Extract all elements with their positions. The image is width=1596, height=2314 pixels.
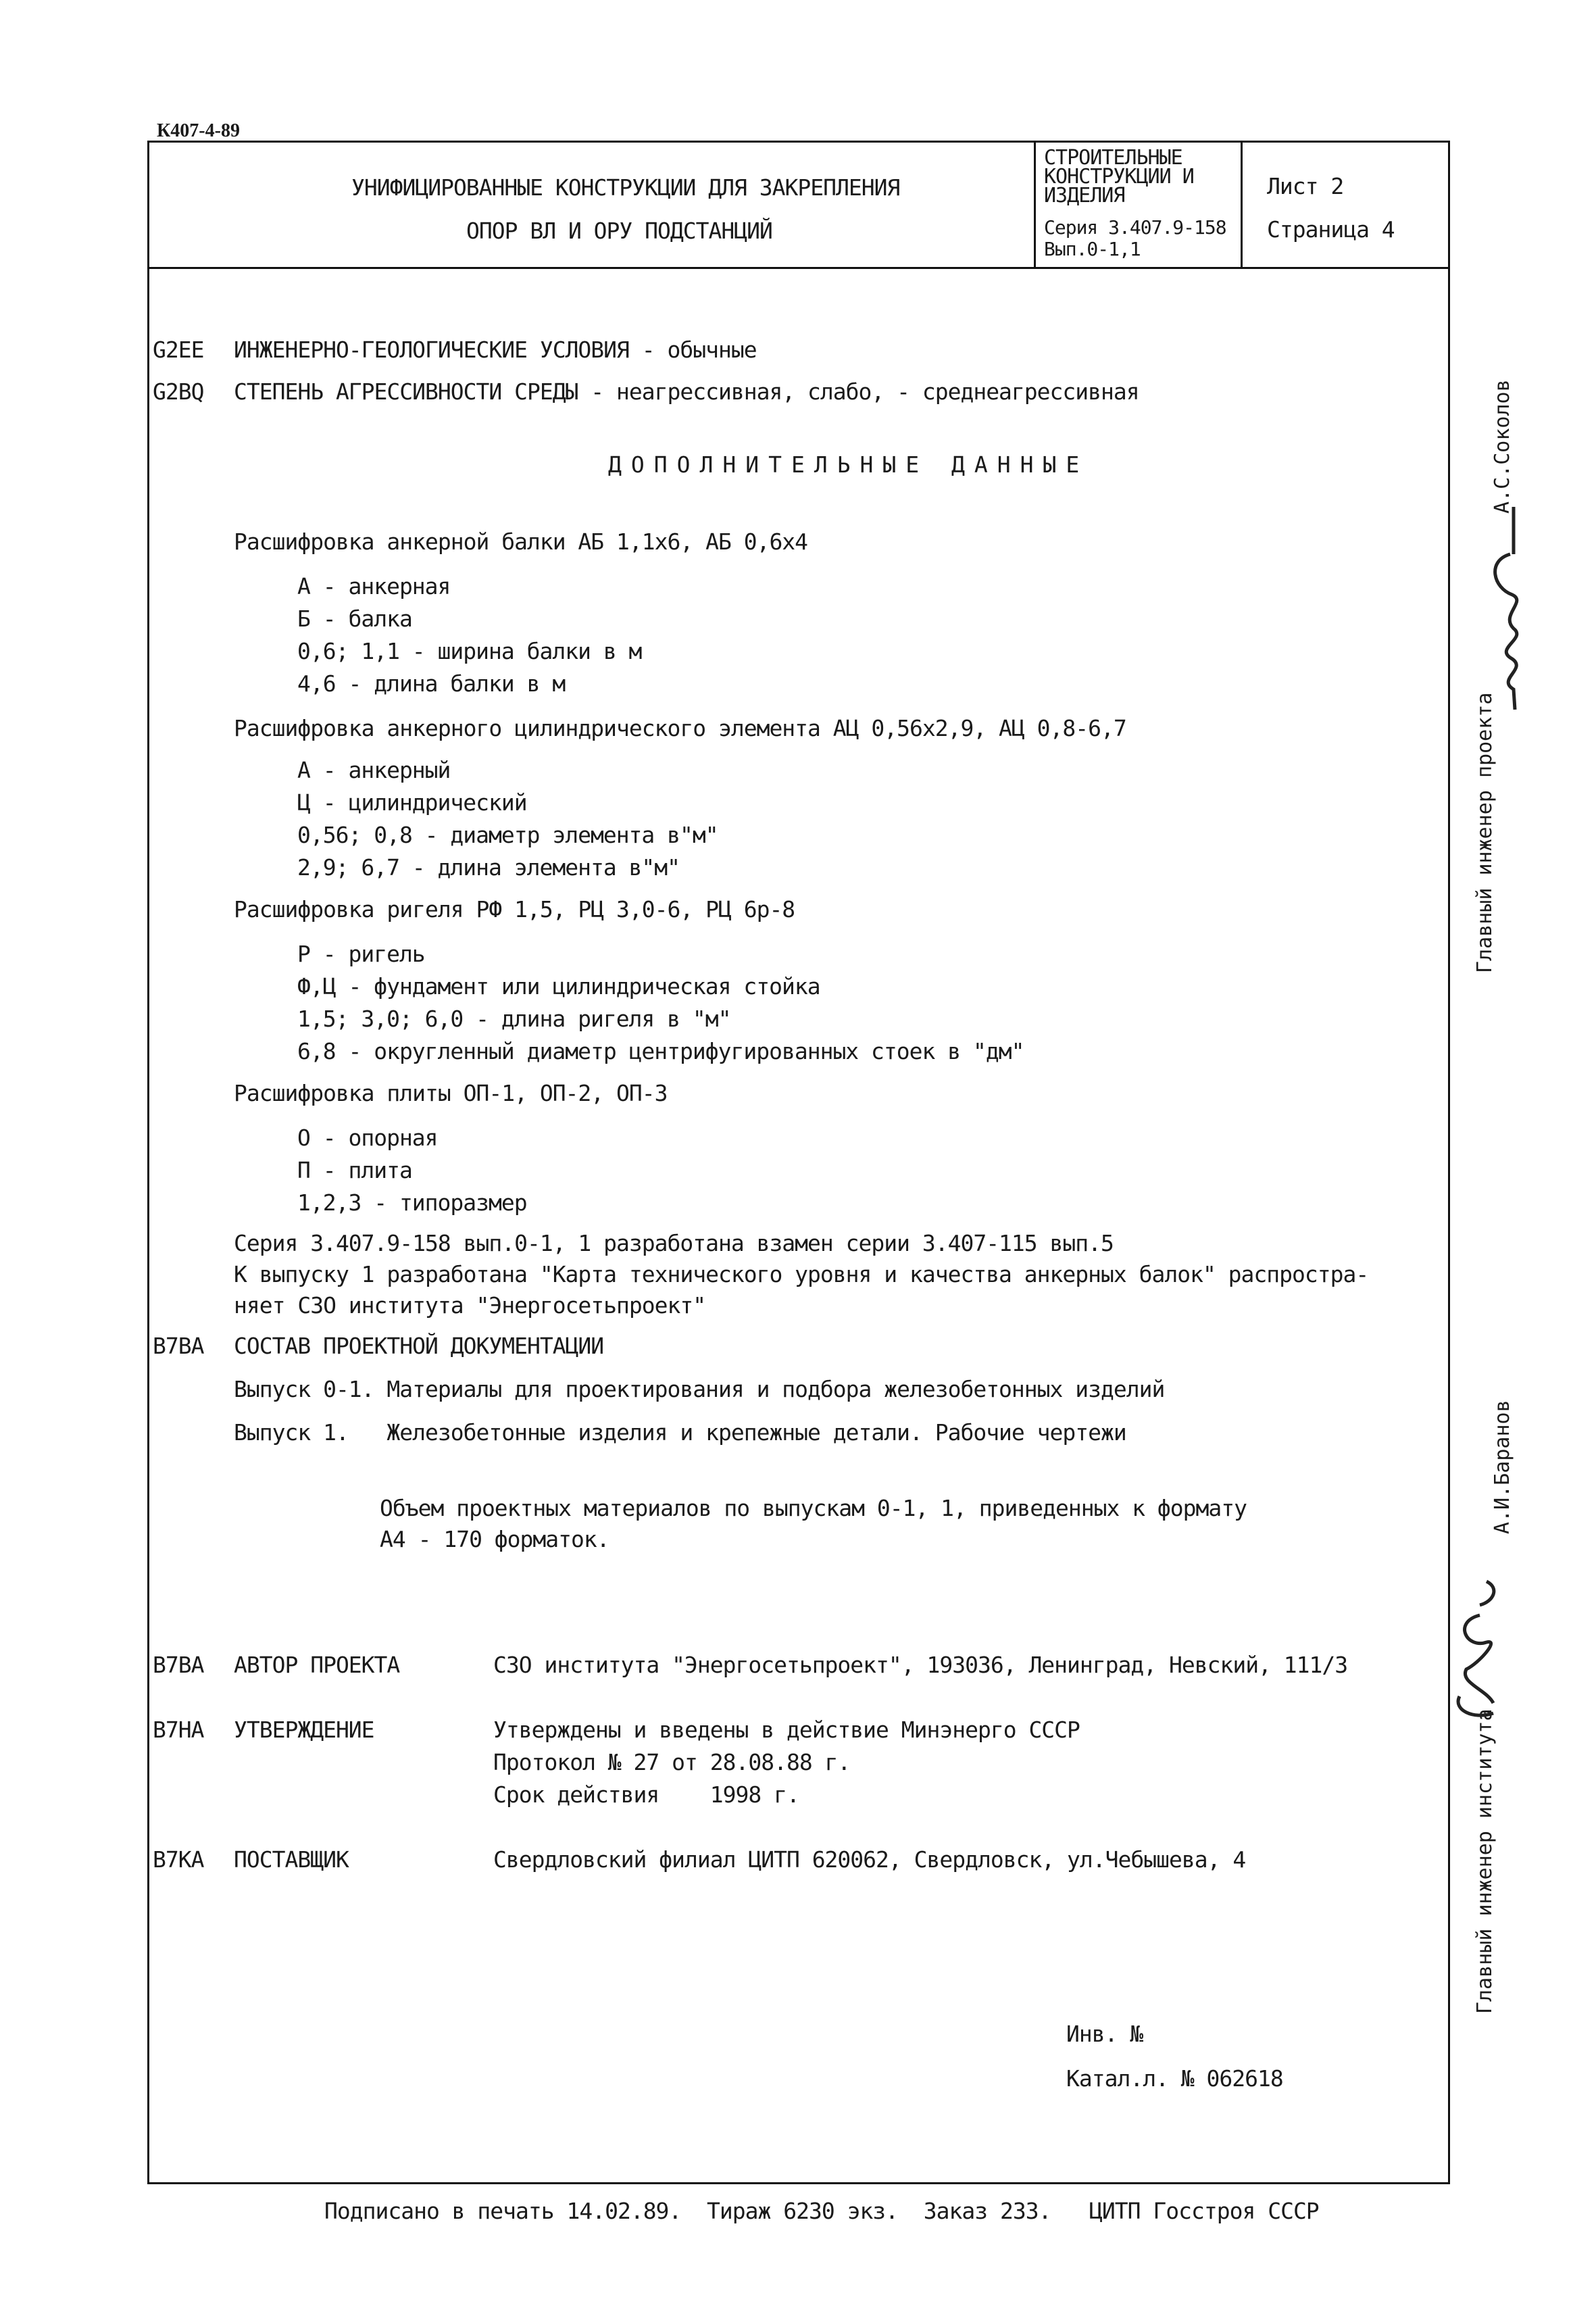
supplier-code: В7КА — [153, 1846, 204, 1873]
additional-data-heading: ДОПОЛНИТЕЛЬНЫЕ ДАННЫЕ — [608, 451, 1089, 478]
side-role-bottom: Главный инженер института — [1473, 1708, 1497, 2014]
header-column-divider — [1034, 141, 1036, 268]
decoding-item: О - опорная — [297, 1125, 438, 1151]
decoding-title: Расшифровка ригеля РФ 1,5, РЦ 3,0-6, РЦ 6р-8 — [234, 896, 795, 922]
decoding-title: Расшифровка плиты ОП-1, ОП-2, ОП-3 — [234, 1080, 668, 1106]
decoding-item: 2,9; 6,7 - длина элемента в"м" — [297, 854, 680, 881]
signature-top — [1473, 493, 1554, 723]
approval-line: Утверждены и введены в действие Минэнерго СССР — [493, 1717, 1080, 1743]
header-divider — [147, 267, 1450, 269]
decoding-item: П - плита — [297, 1157, 412, 1183]
decoding-item: Б - балка — [297, 606, 412, 632]
author-value: СЗО института "Энергосетьпроект", 193036, Ленинград, Невский, 111/3 — [493, 1652, 1348, 1678]
header-category-line2: КОНСТРУКЦИИ И — [1044, 165, 1194, 189]
decoding-item: Ф,Ц - фундамент или цилиндрическая стойка — [297, 973, 820, 1000]
decoding-item: 6,8 - округленный диаметр центрифугированных стоек в "дм" — [297, 1038, 1024, 1064]
approval-line: Срок действия 1998 г. — [493, 1781, 799, 1808]
supplier-value: Свердловский филиал ЦИТП 620062, Свердловск, ул.Чебышева, 4 — [493, 1846, 1246, 1873]
side-name-top: А.С.Соколов — [1491, 379, 1514, 514]
header-category-line1: СТРОИТЕЛЬНЫЕ — [1044, 146, 1182, 170]
decoding-item: 0,6; 1,1 - ширина балки в м — [297, 638, 642, 664]
header-category-line3: ИЗДЕЛИЯ — [1044, 184, 1125, 207]
decoding-title: Расшифровка анкерной балки АБ 1,1х6, АБ 0,6х4 — [234, 528, 808, 555]
condition-code: G2BQ — [153, 378, 204, 405]
decoding-item: 1,2,3 - типоразмер — [297, 1189, 527, 1216]
series-note-line: К выпуску 1 разработана "Карта технического уровня и качества анкерных балок" распростра- — [234, 1261, 1369, 1287]
composition-issue: Выпуск 0-1. Материалы для проектирования и подбора железобетонных изделий — [234, 1376, 1165, 1402]
decoding-item: 0,56; 0,8 - диаметр элемента в"м" — [297, 822, 718, 848]
composition-code: В7ВА — [153, 1333, 204, 1359]
side-role-top: Главный инженер проекта — [1473, 692, 1497, 973]
header-page: Страница 4 — [1267, 216, 1395, 243]
header-title-line2: ОПОР ВЛ И ОРУ ПОДСТАНЦИЙ — [466, 218, 772, 244]
volume-note-line: А4 - 170 форматок. — [380, 1526, 609, 1552]
approval-line: Протокол № 27 от 28.08.88 г. — [493, 1749, 851, 1775]
supplier-label: ПОСТАВЩИК — [234, 1846, 349, 1873]
decoding-item: Р - ригель — [297, 941, 425, 967]
condition-text: СТЕПЕНЬ АГРЕССИВНОСТИ СРЕДЫ - неагрессивная, слабо, - среднеагрессивная — [234, 378, 1139, 405]
approval-label: УТВЕРЖДЕНИЕ — [234, 1717, 374, 1743]
header-series: Серия 3.407.9-158 — [1044, 216, 1226, 239]
decoding-item: 4,6 - длина балки в м — [297, 670, 566, 697]
decoding-item: Ц - цилиндрический — [297, 789, 527, 816]
decoding-item: 1,5; 3,0; 6,0 - длина ригеля в "м" — [297, 1006, 731, 1032]
condition-text: ИНЖЕНЕРНО-ГЕОЛОГИЧЕСКИЕ УСЛОВИЯ - обычные — [234, 337, 757, 363]
condition-code: G2EE — [153, 337, 204, 363]
approval-code: В7НА — [153, 1717, 204, 1743]
header-column-divider — [1241, 141, 1243, 268]
decoding-item: А - анкерный — [297, 757, 451, 783]
decoding-title: Расшифровка анкерного цилиндрического элемента АЦ 0,56х2,9, АЦ 0,8-6,7 — [234, 715, 1126, 741]
series-note-line: Серия 3.407.9-158 вып.0-1, 1 разработана взамен серии 3.407-115 вып.5 — [234, 1230, 1114, 1256]
print-footer: Подписано в печать 14.02.89. Тираж 6230 экз. Заказ 233. ЦИТП Госстроя СССР — [324, 2198, 1319, 2224]
author-label: АВТОР ПРОЕКТА — [234, 1652, 400, 1678]
decoding-item: А - анкерная — [297, 573, 451, 599]
header-sheet: Лист 2 — [1267, 173, 1344, 199]
inventory-number: Инв. № — [1066, 2021, 1143, 2047]
series-note-line: няет СЗО института "Энергосетьпроект" — [234, 1292, 706, 1319]
document-code: К407-4-89 — [157, 120, 240, 141]
side-name-bottom: А.И.Баранов — [1491, 1400, 1514, 1534]
volume-note-line: Объем проектных материалов по выпускам 0-1, 1, приведенных к формату — [380, 1495, 1247, 1521]
header-title-line1: УНИФИЦИРОВАННЫЕ КОНСТРУКЦИИ ДЛЯ ЗАКРЕПЛЕНИЯ — [351, 174, 900, 201]
signature-bottom — [1439, 1575, 1520, 1730]
header-issue: Вып.0-1,1 — [1044, 238, 1141, 260]
author-code: В7ВА — [153, 1652, 204, 1678]
catalog-number: Катал.л. № 062618 — [1066, 2065, 1283, 2092]
composition-label: СОСТАВ ПРОЕКТНОЙ ДОКУМЕНТАЦИИ — [234, 1333, 604, 1359]
composition-issue: Выпуск 1. Железобетонные изделия и крепежные детали. Рабочие чертежи — [234, 1419, 1126, 1446]
